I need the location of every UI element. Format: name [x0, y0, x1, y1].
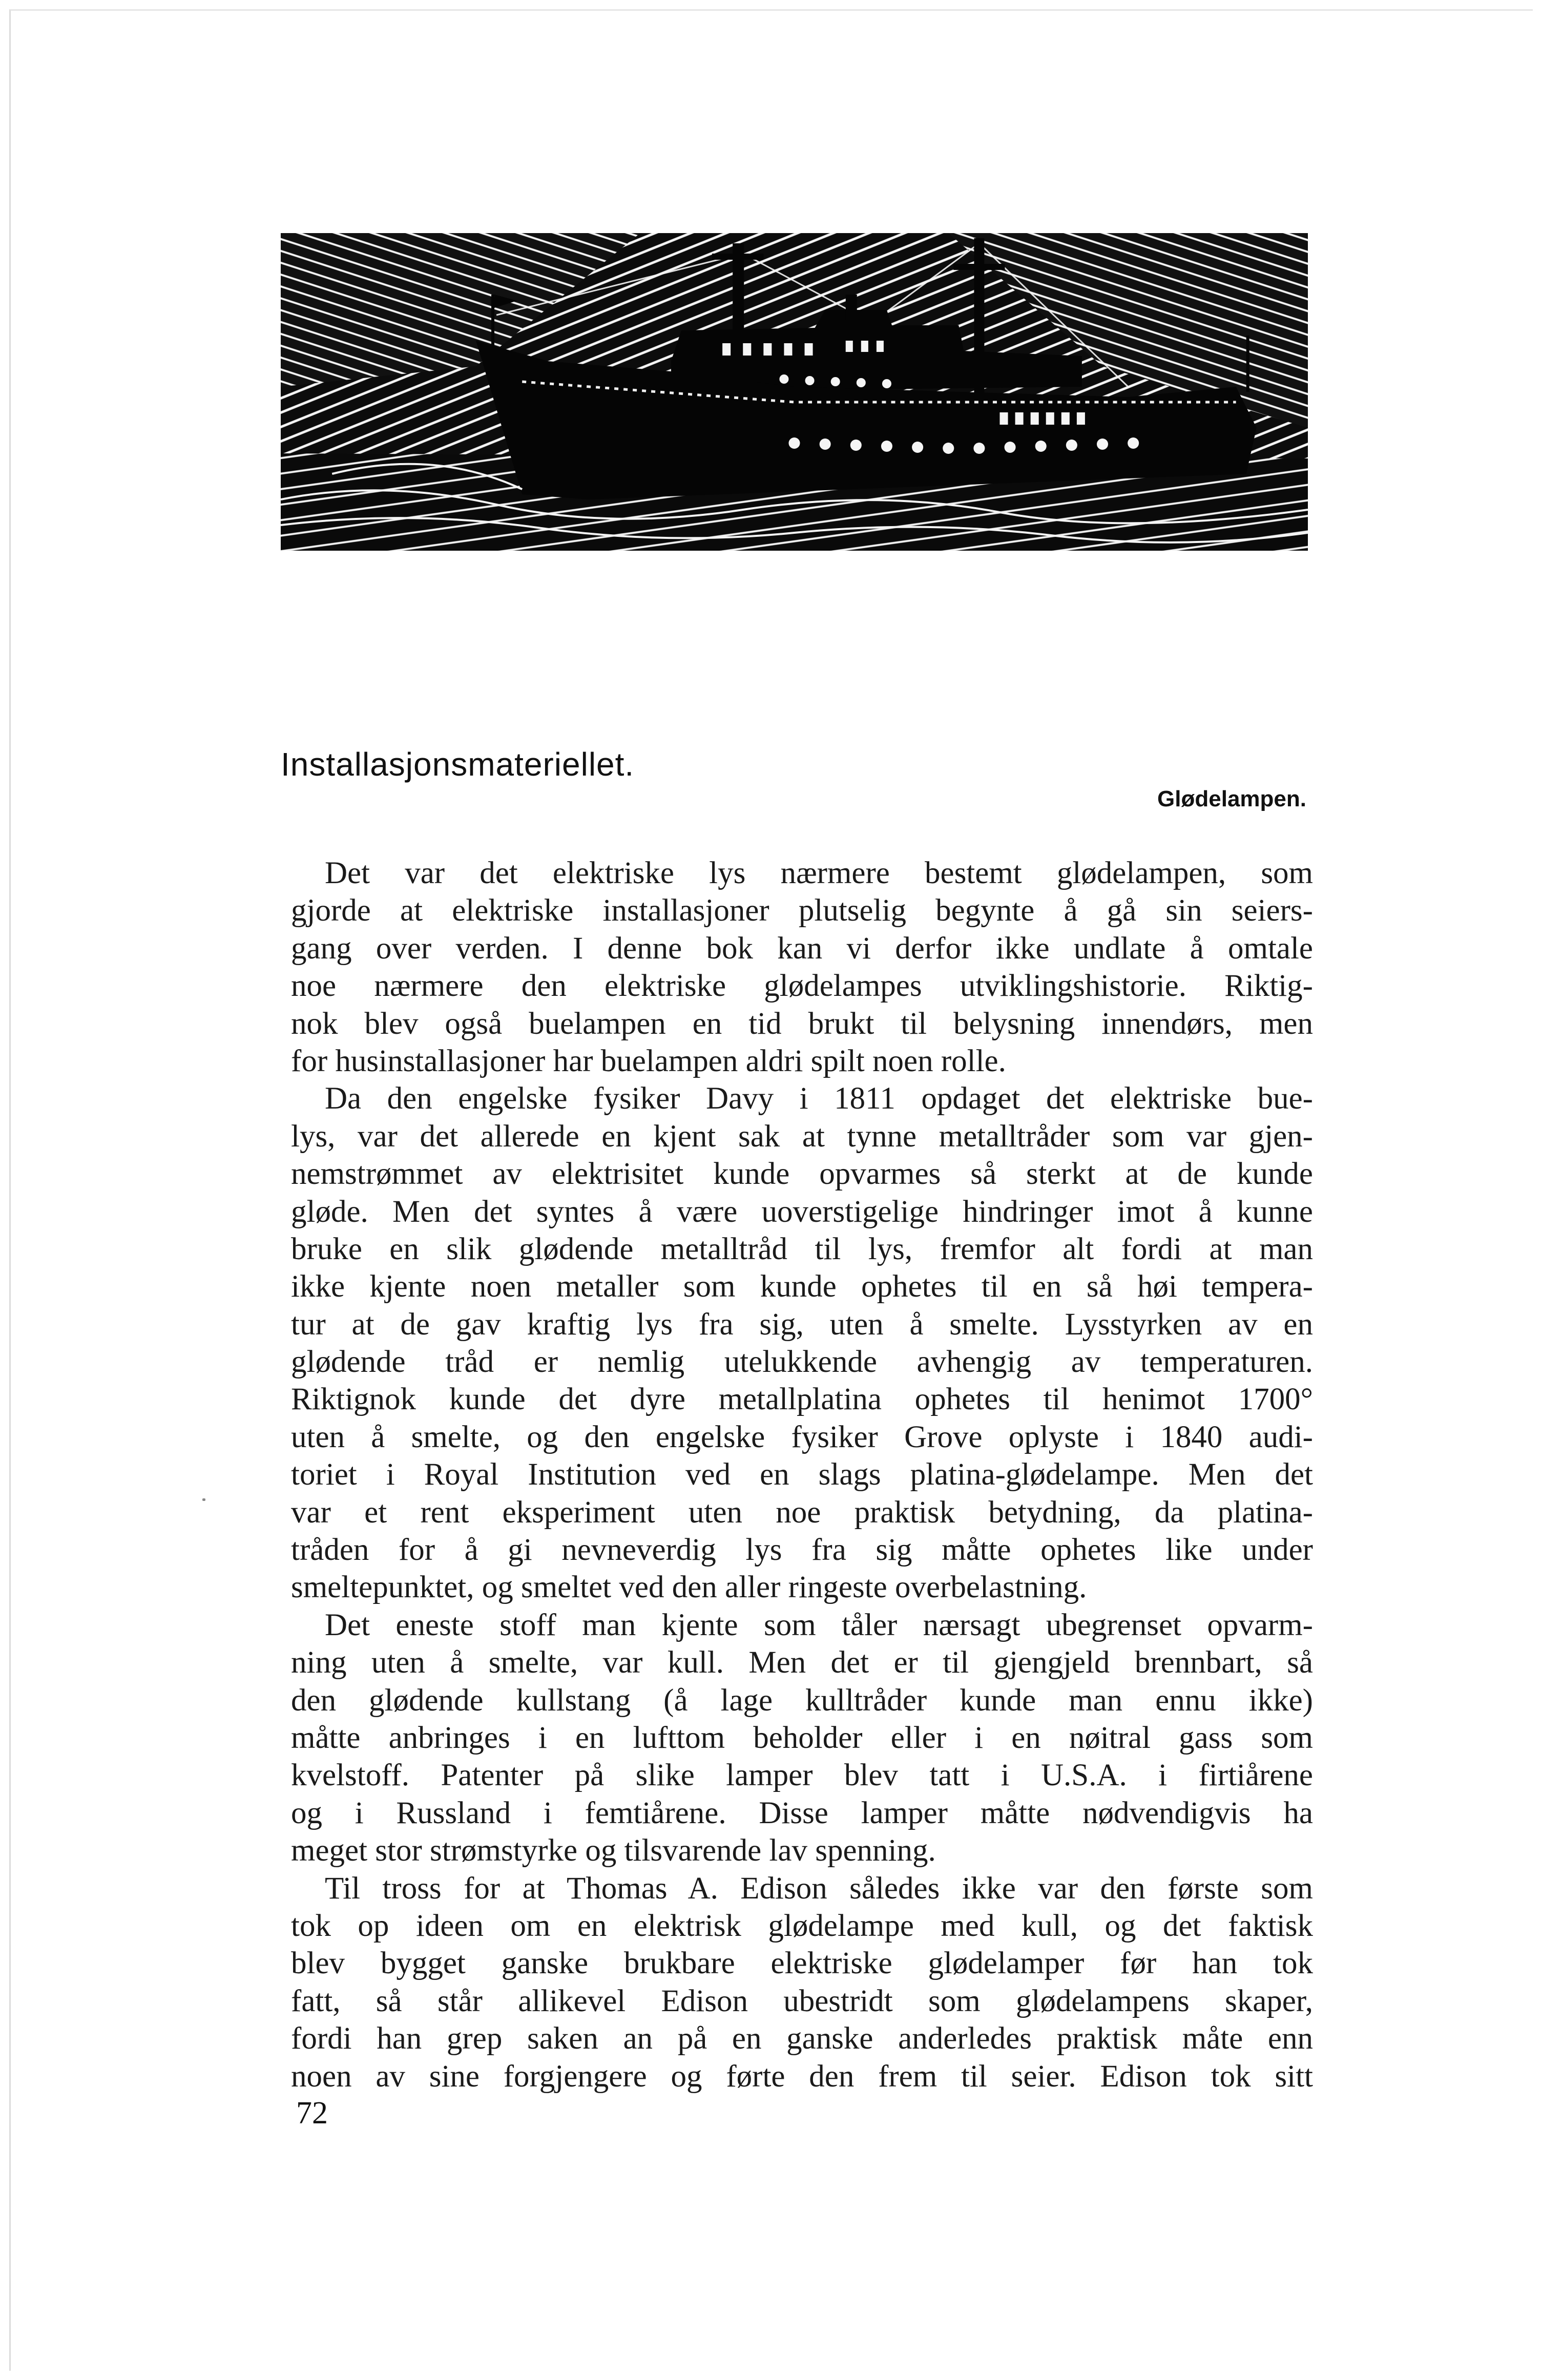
text-line: den glødende kullstang (å lage kulltråder kunde man ennu ikke) — [291, 1683, 1313, 1718]
text-line: og i Russland i femtiårene. Disse lamper måtte nødvendigvis ha — [291, 1796, 1313, 1830]
text-line: var et rent eksperiment uten noe praktisk betydning, da platina- — [291, 1495, 1313, 1530]
text-line: Det eneste stoff man kjente som tåler nærsagt ubegrenset opvarm- — [325, 1607, 1313, 1642]
text-line: fordi han grep saken an på en ganske anderledes praktisk måte enn — [291, 2021, 1313, 2056]
text-line: uten å smelte, og den engelske fysiker Grove oplyste i 1840 audi- — [291, 1419, 1313, 1454]
text-line: tråden for å gi nevneverdig lys fra sig måtte ophetes like under — [291, 1533, 1313, 1568]
section-subtitle: Glødelampen. — [1157, 786, 1306, 811]
text-line: nemstrømmet av elektrisitet kunde opvarmes så sterkt at de kunde — [291, 1157, 1313, 1192]
text-line: tur at de gav kraftig lys fra sig, uten å smelte. Lysstyrken av en — [291, 1307, 1313, 1342]
text-line: fatt, så står allikevel Edison ubestridt som glødelampens skaper, — [291, 1984, 1313, 2018]
chapter-title: Installasjonsmateriellet. — [281, 746, 635, 783]
text-line: meget stor strømstyrke og tilsvarende lav spenning. — [291, 1833, 936, 1868]
ship-woodcut-illustration — [281, 233, 1308, 551]
text-line: gjorde at elektriske installasjoner plutselig begynte å gå sin seiers- — [291, 893, 1313, 928]
text-line: tok op ideen om en elektrisk glødelampe med kull, og det faktisk — [291, 1908, 1313, 1943]
text-line: smeltepunktet, og smeltet ved den aller ringeste overbelastning. — [291, 1570, 1087, 1605]
text-line: gang over verden. I denne bok kan vi derfor ikke undlate å omtale — [291, 931, 1313, 966]
text-line: Riktignok kunde det dyre metallplatina ophetes til henimot 1700° — [291, 1382, 1313, 1417]
text-line: glødende tråd er nemlig utelukkende avhengig av temperaturen. — [291, 1345, 1313, 1380]
text-line: Det var det elektriske lys nærmere bestemt glødelampen, som — [325, 856, 1313, 890]
text-line: kvelstoff. Patenter på slike lamper blev tatt i U.S.A. i firtiårene — [291, 1758, 1313, 1793]
text-line: lys, var det allerede en kjent sak at tynne metalltråder som var gjen- — [291, 1119, 1313, 1154]
text-line: Da den engelske fysiker Davy i 1811 opdaget det elektriske bue- — [325, 1081, 1313, 1116]
text-line: toriet i Royal Institution ved en slags platina-glødelampe. Men det — [291, 1457, 1313, 1492]
text-line: gløde. Men det syntes å være uoverstigelige hindringer imot å kunne — [291, 1194, 1313, 1229]
text-line: blev bygget ganske brukbare elektriske glødelamper før han tok — [291, 1946, 1313, 1981]
body-text — [291, 854, 1313, 2095]
text-line: ikke kjente noen metaller som kunde ophetes til en så høi tempera- — [291, 1269, 1313, 1304]
page-number: 72 — [296, 2096, 328, 2131]
text-line: Til tross for at Thomas A. Edison således ikke var den første som — [325, 1871, 1313, 1906]
text-line: noen av sine forgjengere og førte den frem til seier. Edison tok sitt — [291, 2059, 1313, 2094]
text-line: for husinstallasjoner har buelampen aldri spilt noen rolle. — [291, 1043, 1006, 1078]
text-line: ning uten å smelte, var kull. Men det er til gjengjeld brennbart, så — [291, 1645, 1313, 1680]
stray-mark — [202, 1498, 205, 1501]
text-line: noe nærmere den elektriske glødelampes utviklingshistorie. Riktig- — [291, 969, 1313, 1004]
text-line: bruke en slik glødende metalltråd til lys, fremfor alt fordi at man — [291, 1231, 1313, 1266]
text-line: nok blev også buelampen en tid brukt til belysning innendørs, men — [291, 1006, 1313, 1041]
text-line: måtte anbringes i en lufttom beholder eller i en nøitral gass som — [291, 1720, 1313, 1755]
